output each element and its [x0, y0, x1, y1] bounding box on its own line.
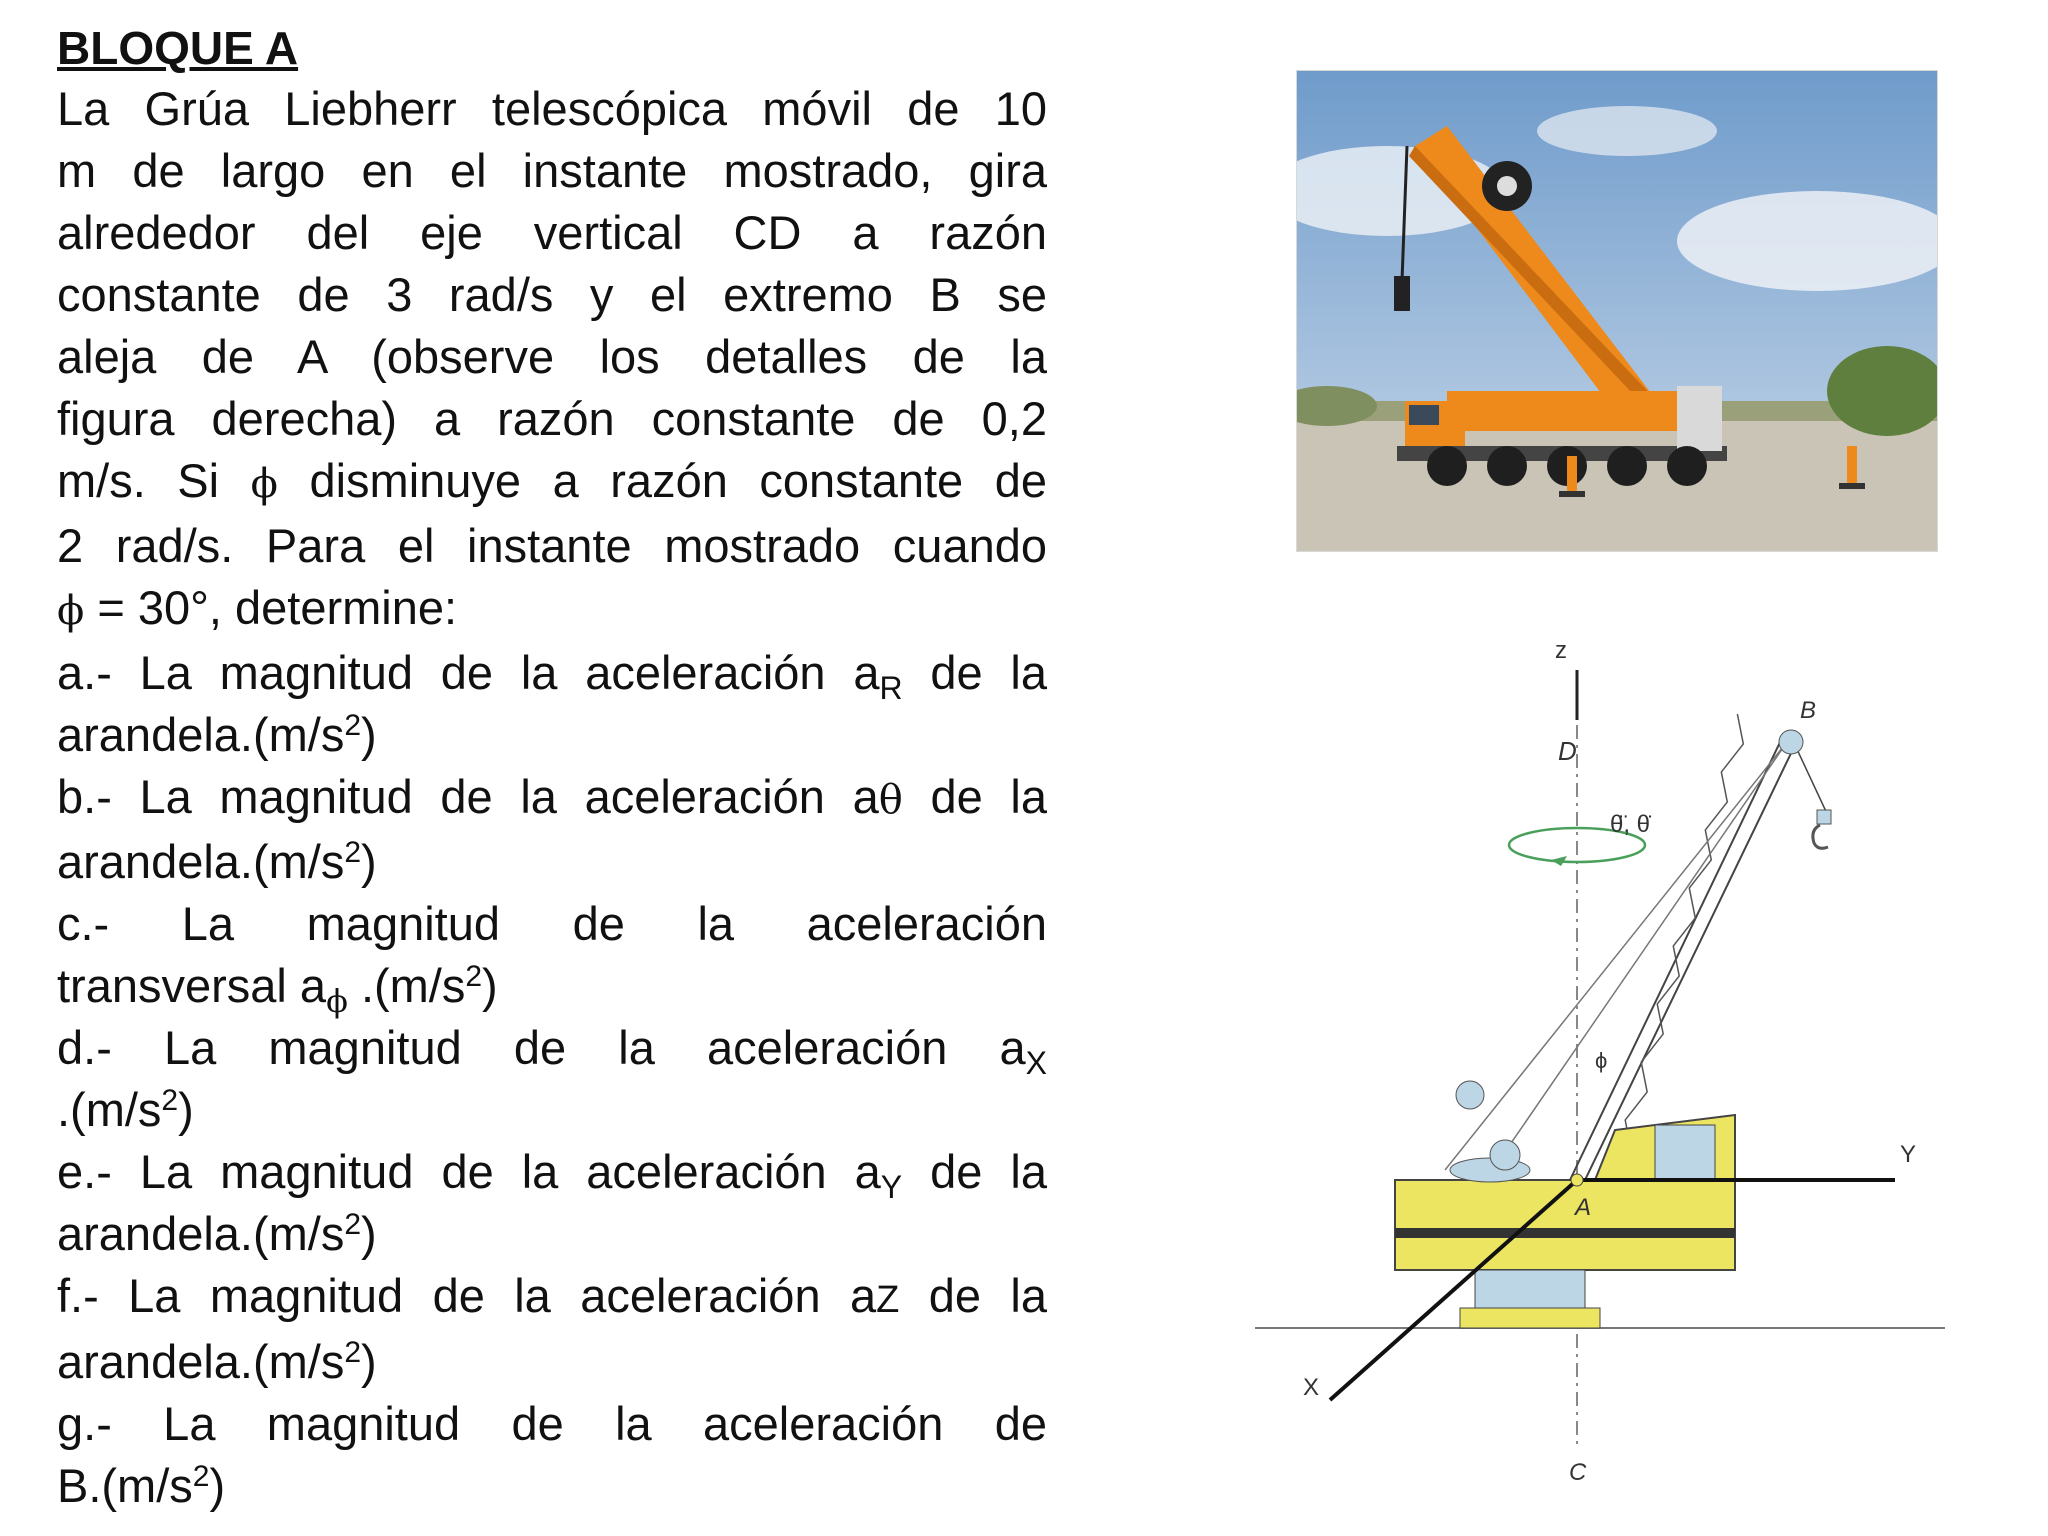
phi-symbol: ϕ: [250, 461, 278, 507]
question-b: b.- La magnitud de la aceleración aθ de la: [57, 770, 1047, 823]
question-g-units: $B.(m/s^2)$: [57, 1459, 226, 1512]
theta-symbol: θ: [878, 777, 903, 823]
crane-diagram-drawing: [1255, 610, 1955, 1510]
phi-symbol: ϕ: [57, 588, 85, 634]
crane-photo: [1296, 70, 1938, 552]
point-label-a: A: [1575, 1194, 1592, 1221]
point-label-b: B: [1800, 697, 1817, 724]
question-a-units: $arandela.(m/s^2)$: [57, 708, 377, 761]
question-f: f.- La magnitud de la aceleración aZ de la: [57, 1269, 1048, 1322]
statement-line: La Grúa Liebherr telescópica móvil de 10: [57, 82, 1047, 135]
axis-label-x: X: [1303, 1374, 1320, 1401]
problem-text: [57, 18, 1047, 1517]
statement-line: figura derecha) a razón constante de 0,2: [57, 392, 1047, 445]
question-b-units: $arandela.(m/s^2)$: [57, 835, 377, 888]
theta-dot-label: θ̈, θ̇: [1610, 811, 1651, 838]
question-c-units: transversal $a_\phi$ $.(m/s^2)$: [57, 959, 498, 1020]
crane-photo-illustration: [1297, 71, 1937, 551]
question-e-units: $arandela.(m/s^2)$: [57, 1207, 377, 1260]
statement-line: 2 rad/s. Para el instante mostrado cuando: [57, 519, 1047, 572]
point-label-c: C: [1569, 1459, 1587, 1486]
axis-label-y: Y: [1900, 1141, 1917, 1168]
phi-angle-label: ϕ: [1595, 1048, 1608, 1073]
point-label-d: D: [1558, 736, 1577, 766]
question-g: g.- La magnitud de la aceleración de: [57, 1397, 1047, 1450]
question-d-units: $.(m/s^2)$: [57, 1083, 194, 1136]
question-c: c.- La magnitud de la aceleración: [57, 897, 1047, 950]
problem-statement: [57, 78, 1047, 1517]
question-e: e.- La magnitud de la aceleración $a_Y$ de la: [57, 1145, 1047, 1205]
question-d: d.- La magnitud de la aceleración $a_X$: [57, 1021, 1047, 1081]
block-heading: BLOQUE A: [57, 22, 299, 74]
statement-line: aleja de A (observe los detalles de la: [57, 330, 1047, 383]
statement-line: m de largo en el instante mostrado, gira: [57, 144, 1047, 197]
statement-line: m/s. Si ϕ disminuye a razón constante de: [57, 454, 1048, 507]
question-f-units: $arandela.(m/s^2)$: [57, 1335, 377, 1388]
crane-diagram: [1255, 610, 1955, 1510]
statement-line: ϕ = 30°, determine:: [57, 581, 458, 634]
axis-label-z: z: [1555, 637, 1567, 664]
statement-line: alrededor del eje vertical CD a razón: [57, 206, 1047, 259]
question-a: a.- La magnitud de la aceleración $a_R$ de la: [57, 646, 1047, 706]
statement-line: constante de 3 rad/s y el extremo B se: [57, 268, 1047, 321]
